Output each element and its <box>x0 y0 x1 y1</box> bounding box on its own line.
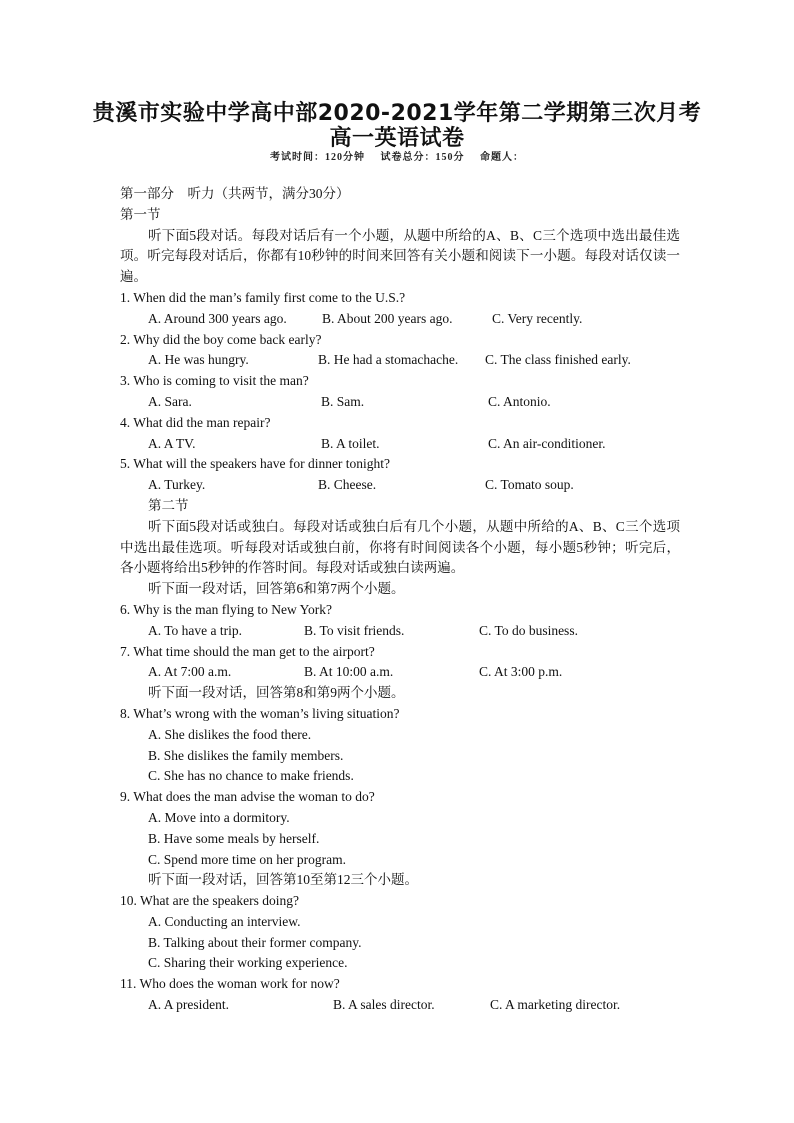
question-6-options <box>120 621 680 642</box>
section1-title: 第一节 <box>120 206 161 222</box>
option-c: C. Antonio. <box>488 393 551 409</box>
option-c: C. Tomato soup. <box>485 477 574 493</box>
question-10-option-c: C. Sharing their working experience. <box>148 955 348 971</box>
question-10-option-b: B. Talking about their former company. <box>148 934 362 950</box>
question-4-options <box>120 434 680 455</box>
option-c: C. An air-conditioner. <box>488 435 606 451</box>
question-9-option-b: B. Have some meals by herself. <box>148 830 320 846</box>
option-c: C. At 3:00 p.m. <box>479 664 563 680</box>
question-5-options <box>120 475 680 496</box>
option-c: C. A marketing director. <box>490 997 621 1013</box>
question-10: 10. What are the speakers doing? <box>120 893 299 909</box>
option-b: B. At 10:00 a.m. <box>304 664 394 680</box>
option-a: A. Turkey. <box>148 477 206 493</box>
option-a: A. He was hungry. <box>148 352 249 368</box>
exam-time: 考试时间：120分钟 <box>270 152 365 163</box>
option-a: A. To have a trip. <box>148 622 243 638</box>
question-6: 6. Why is the man flying to New York? <box>120 601 332 617</box>
question-9-option-a: A. Move into a dormitory. <box>148 809 290 825</box>
question-2-options <box>120 350 680 371</box>
exam-title-line2: 高一英语试卷 <box>329 126 465 151</box>
question-10-option-a: A. Conducting an interview. <box>148 913 301 929</box>
option-c: C. Very recently. <box>492 310 583 326</box>
question-9-option-c: C. Spend more time on her program. <box>148 851 346 867</box>
option-c: C. The class finished early. <box>485 352 631 368</box>
question-8-option-b: B. She dislikes the family members. <box>148 747 344 763</box>
option-a: A. A president. <box>148 997 229 1013</box>
option-b: B. A sales director. <box>333 997 435 1013</box>
note-questions-6-7: 听下面一段对话，回答第6和第7两个小题。 <box>148 581 405 597</box>
option-a: A. Sara. <box>148 393 192 409</box>
option-b: B. About 200 years ago. <box>322 310 453 326</box>
note-questions-8-9: 听下面一段对话，回答第8和第9两个小题。 <box>148 685 405 701</box>
question-11: 11. Who does the woman work for now? <box>120 976 340 992</box>
exam-title-line1: 贵溪市实验中学高中部2020-2021学年第二学期第三次月考 <box>92 101 702 126</box>
question-1-options <box>120 309 680 330</box>
exam-content <box>120 184 680 1016</box>
author-label: 命题人： <box>480 152 524 163</box>
question-1: 1. When did the man’s family first come to the U.S.? <box>120 289 406 305</box>
question-8: 8. What’s wrong with the woman’s living situation? <box>120 705 400 721</box>
option-b: B. He had a stomachache. <box>318 352 459 368</box>
question-7: 7. What time should the man get to the airport? <box>120 643 375 659</box>
question-5: 5. What will the speakers have for dinner tonight? <box>120 456 391 472</box>
question-3: 3. Who is coming to visit the man? <box>120 373 309 389</box>
question-2: 2. Why did the boy come back early? <box>120 331 322 347</box>
question-4: 4. What did the man repair? <box>120 414 271 430</box>
option-a: A. At 7:00 a.m. <box>148 664 232 680</box>
question-8-option-a: A. She dislikes the food there. <box>148 726 312 742</box>
question-7-options <box>120 662 680 683</box>
option-c: C. To do business. <box>479 622 578 638</box>
total-score: 试卷总分：150分 <box>380 152 465 163</box>
question-11-options <box>120 995 680 1016</box>
part1-heading: 第一部分 听力（共两节，满分30分） <box>120 186 350 201</box>
question-9: 9. What does the man advise the woman to do? <box>120 789 375 805</box>
section2-title: 第二节 <box>148 497 189 513</box>
question-8-option-c: C. She has no chance to make friends. <box>148 768 354 784</box>
note-questions-10-12: 听下面一段对话，回答第10至第12三个小题。 <box>148 872 418 888</box>
option-b: B. A toilet. <box>321 435 380 451</box>
option-a: A. Around 300 years ago. <box>148 310 287 326</box>
option-b: B. Sam. <box>321 393 365 409</box>
section2-instructions: 听下面5段对话或独白。每段对话或独白后有几个小题，从题中所给的A、B、C三个选项中选出最佳选项。听每段对话或独白前，你将有时间阅读各个小题，每小题5秒钟；听完后，各小题将给出5秒钟的作答时间。每段对话或独白读两遍。 <box>120 518 680 576</box>
section1-instructions: 听下面5段对话。每段对话后有一个小题，从题中所给的A、B、C三个选项中选出最佳选项。听完每段对话后，你都有10秒钟的时间来回答有关小题和阅读下一小题。每段对话仅读一遍。 <box>120 227 680 285</box>
option-b: B. To visit friends. <box>304 622 405 638</box>
exam-meta <box>0 148 794 163</box>
question-3-options <box>120 392 680 413</box>
option-b: B. Cheese. <box>318 477 377 493</box>
option-a: A. A TV. <box>148 435 196 451</box>
